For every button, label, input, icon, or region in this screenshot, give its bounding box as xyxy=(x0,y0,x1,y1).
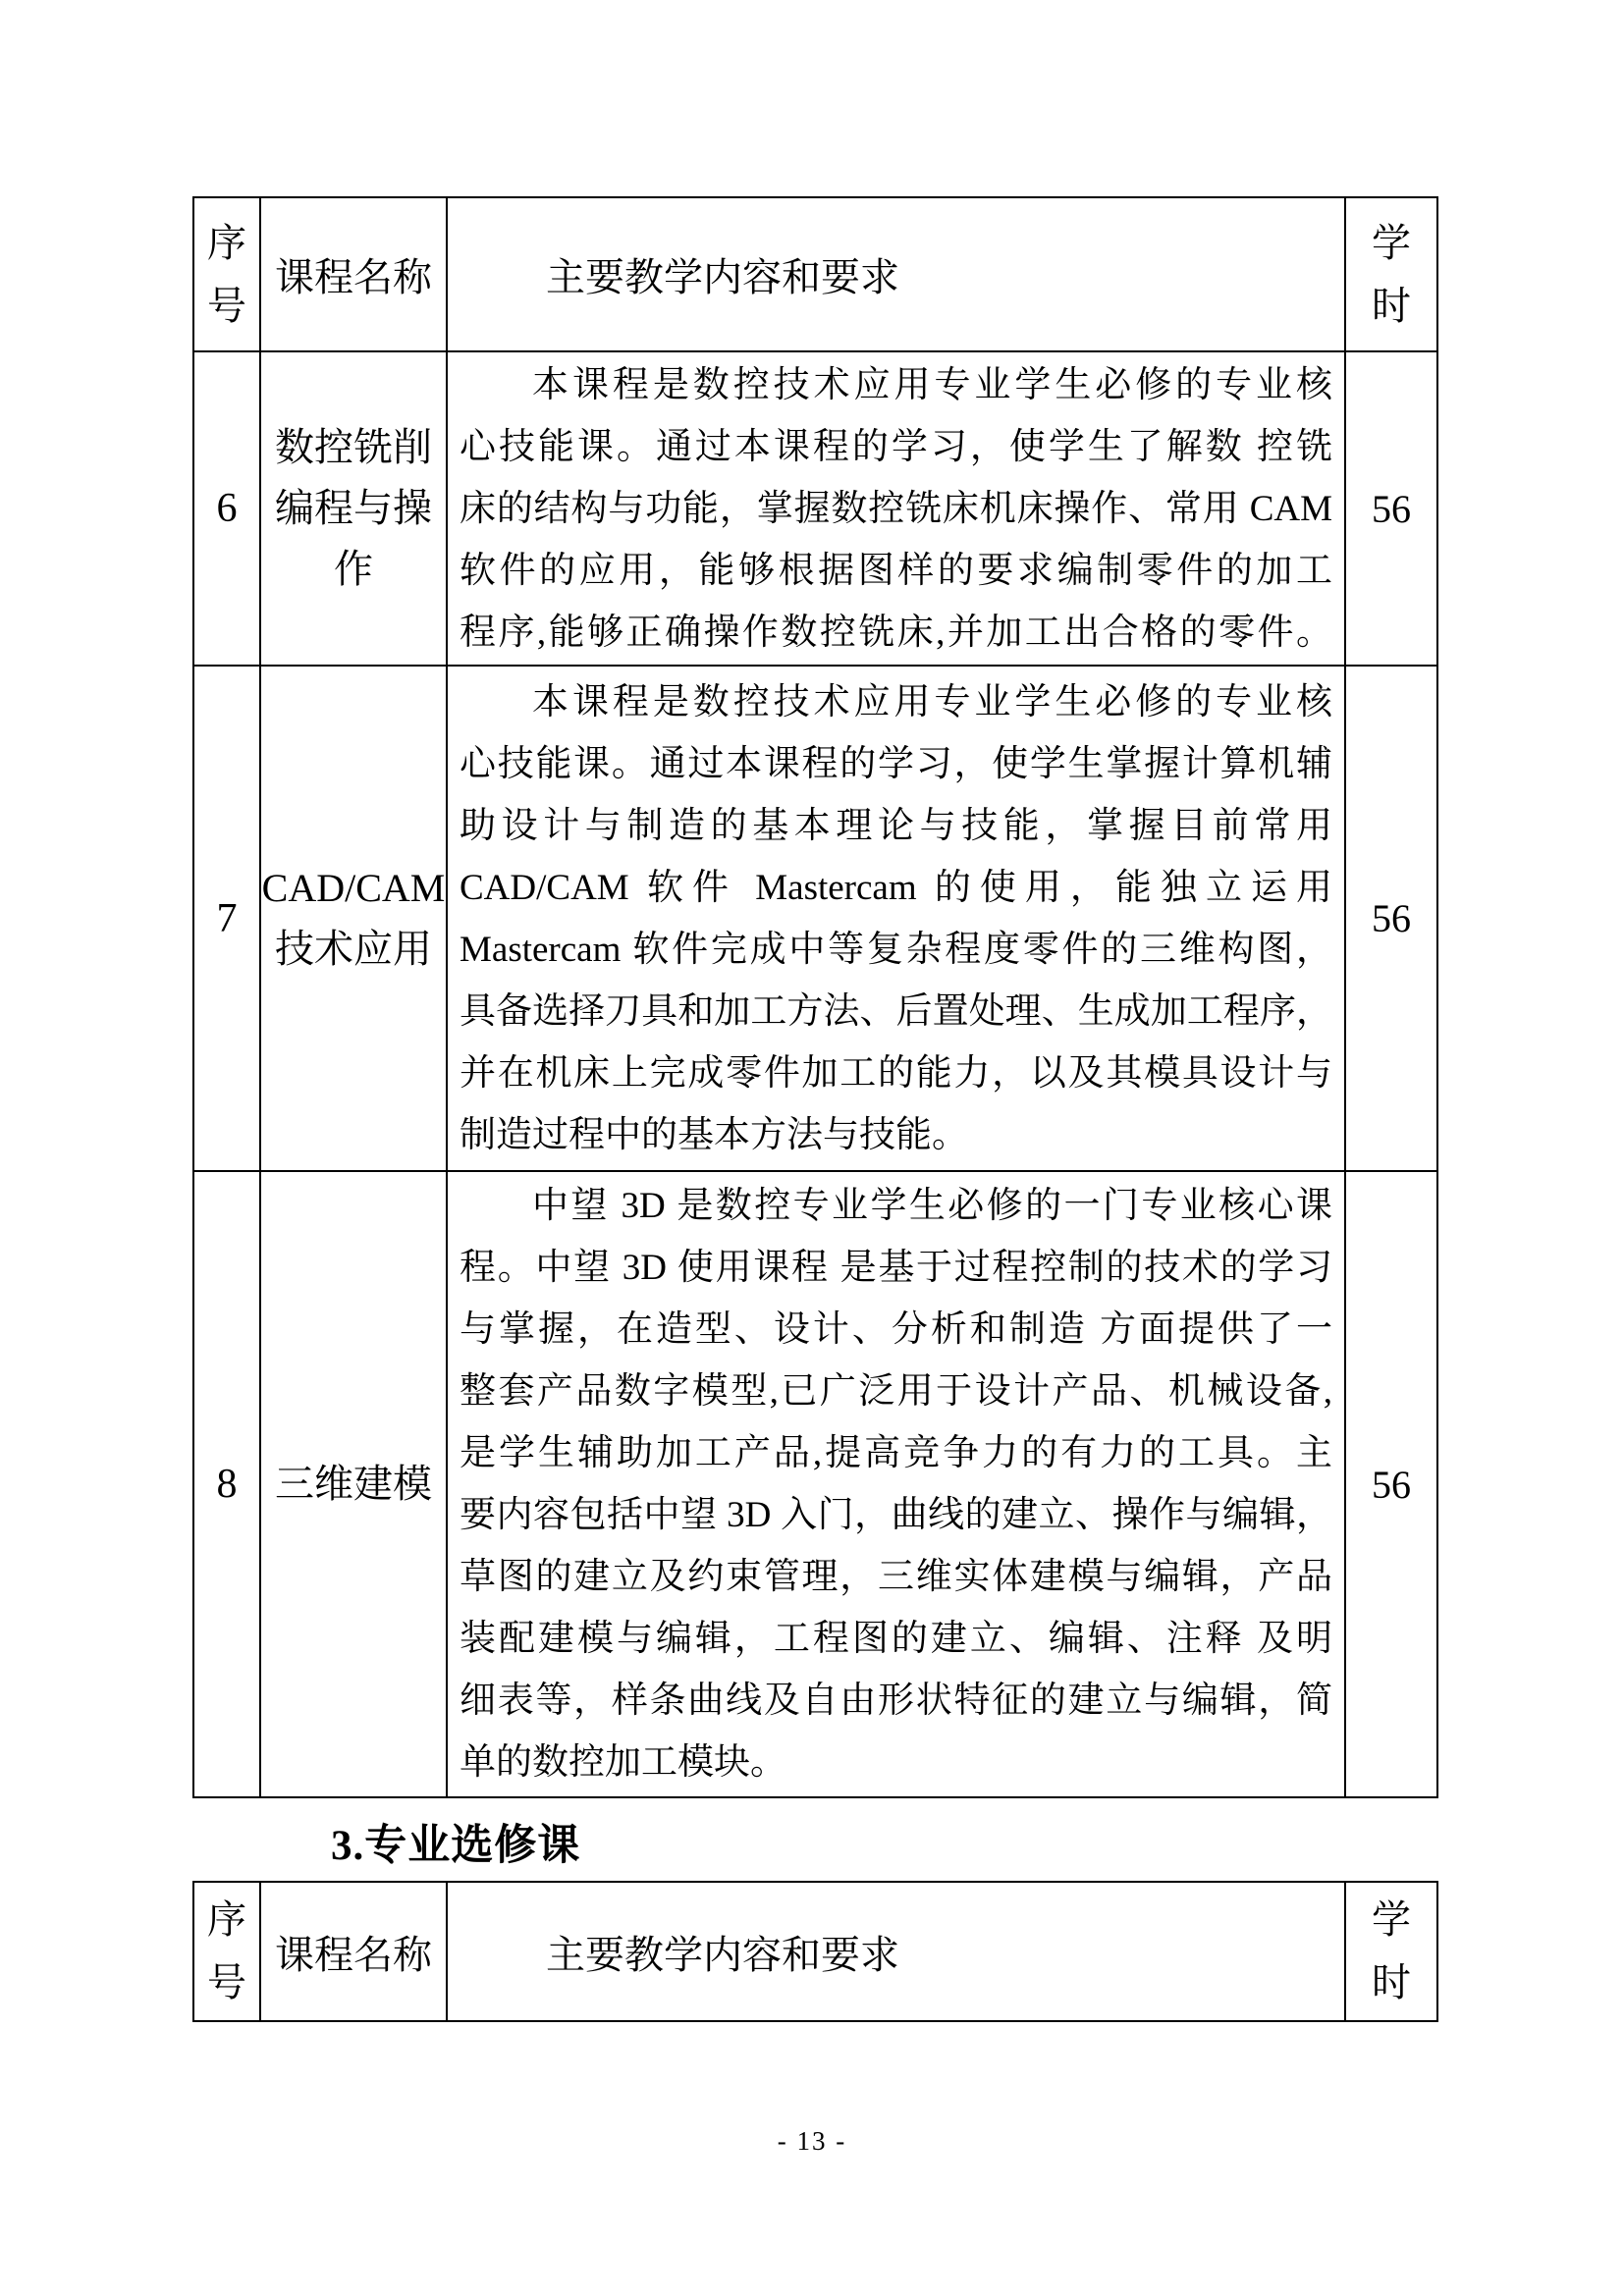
content-line: 整套产品数字模型,已广泛用于设计产品、机械设备, xyxy=(460,1371,1332,1412)
content-line: 本课程是数控技术应用专业学生必修的专业核 xyxy=(532,681,1332,722)
content-line: 并在机床上完成零件加工的能力，以及其模具设计与 xyxy=(460,1052,1332,1094)
content-line: 心技能课。通过本课程的学习，使学生了解数 控铣 xyxy=(460,426,1332,467)
content-line: 要内容包括中望 3D 入门，曲线的建立、操作与编辑， xyxy=(460,1495,1332,1535)
content-cell xyxy=(447,1171,1345,1797)
content-line: 草图的建立及约束管理，三维实体建模与编辑，产品 xyxy=(460,1557,1332,1597)
content-line: 单的数控加工模块。 xyxy=(460,1742,786,1783)
course-name-line: CAD/CAM xyxy=(261,865,446,910)
content-line: 床的结构与功能，掌握数控铣床机床操作、常用 CAM xyxy=(460,488,1332,529)
header-serial-line2: 号 xyxy=(207,283,246,328)
course-name-cell xyxy=(260,666,447,1171)
content-line: 具备选择刀具和加工方法、后置处理、生成加工程序， xyxy=(460,990,1332,1032)
header-course-name: 课程名称 xyxy=(260,197,447,351)
content-line: 软件的应用，能够根据图样的要求编制零件的加工 xyxy=(460,550,1332,591)
content-line: 助设计与制造的基本理论与技能，掌握目前常用 xyxy=(460,805,1332,846)
core-courses-table xyxy=(192,196,1438,1798)
core-courses-body xyxy=(193,351,1437,1797)
header-serial-line2: 号 xyxy=(207,1960,246,2004)
content-line: 装配建模与编辑，工程图的建立、编辑、注释 及明 xyxy=(460,1619,1332,1659)
content-line: 细表等，样条曲线及自由形状特征的建立与编辑，简 xyxy=(460,1681,1332,1721)
header-serial-line1: 序 xyxy=(207,220,246,265)
hours-cell: 56 xyxy=(1345,351,1437,666)
header-serial-line1: 序 xyxy=(207,1897,246,1942)
section-heading: 3.专业选修课 xyxy=(331,1823,581,1869)
table-row xyxy=(193,1171,1437,1797)
header-serial-number xyxy=(193,1882,260,2021)
header-hours-line2: 时 xyxy=(1372,1960,1411,2004)
row-number-cell: 6 xyxy=(193,351,260,666)
header-teaching-content: 主要教学内容和要求 xyxy=(447,1882,1345,2021)
course-name-line: 作 xyxy=(334,547,373,591)
content-line: 程。中望 3D 使用课程 是基于过程控制的技术的学习 xyxy=(460,1248,1332,1288)
content-line: CAD/CAM 软件 Mastercam 的使用，能独立运用 xyxy=(460,867,1332,908)
course-name-line: 数控铣削 xyxy=(275,425,432,469)
table-row xyxy=(193,666,1437,1171)
hours-cell: 56 xyxy=(1345,1171,1437,1797)
header-hours-line1: 学 xyxy=(1372,220,1411,265)
course-name-cell xyxy=(260,351,447,666)
header-serial-number xyxy=(193,197,260,351)
content-line: 本课程是数控技术应用专业学生必修的专业核 xyxy=(532,364,1332,405)
header-hours-line2: 时 xyxy=(1372,283,1411,328)
course-name-cell xyxy=(260,1171,447,1797)
row-number-cell: 8 xyxy=(193,1171,260,1797)
table-header-row xyxy=(193,197,1437,351)
content-line: Mastercam 软件完成中等复杂程度零件的三维构图， xyxy=(460,929,1332,970)
content-line: 与掌握，在造型、设计、分析和制造 方面提供了一 xyxy=(460,1309,1332,1350)
content-cell xyxy=(447,351,1345,666)
page-number: - 13 - xyxy=(777,2126,847,2156)
header-class-hours xyxy=(1345,197,1437,351)
header-hours-line1: 学 xyxy=(1372,1897,1411,1942)
table-header-row xyxy=(193,1882,1437,2021)
course-name-line: 技术应用 xyxy=(275,926,432,971)
course-name-line: 编程与操 xyxy=(275,486,432,530)
content-line: 程序,能够正确操作数控铣床,并加工出合格的零件。 xyxy=(460,612,1332,653)
header-teaching-content: 主要教学内容和要求 xyxy=(447,197,1345,351)
content-line: 是学生辅助加工产品,提高竞争力的有力的工具。主 xyxy=(460,1433,1332,1473)
header-course-name: 课程名称 xyxy=(260,1882,447,2021)
hours-cell: 56 xyxy=(1345,666,1437,1171)
content-line: 中望 3D 是数控专业学生必修的一门专业核心课 xyxy=(532,1186,1332,1226)
row-number-cell: 7 xyxy=(193,666,260,1171)
table-row xyxy=(193,351,1437,666)
elective-courses-table xyxy=(192,1881,1438,2022)
content-line: 制造过程中的基本方法与技能。 xyxy=(460,1114,968,1155)
content-line: 心技能课。通过本课程的学习，使学生掌握计算机辅 xyxy=(460,743,1332,784)
course-name-line: 三维建模 xyxy=(275,1462,432,1506)
content-cell xyxy=(447,666,1345,1171)
header-class-hours xyxy=(1345,1882,1437,2021)
